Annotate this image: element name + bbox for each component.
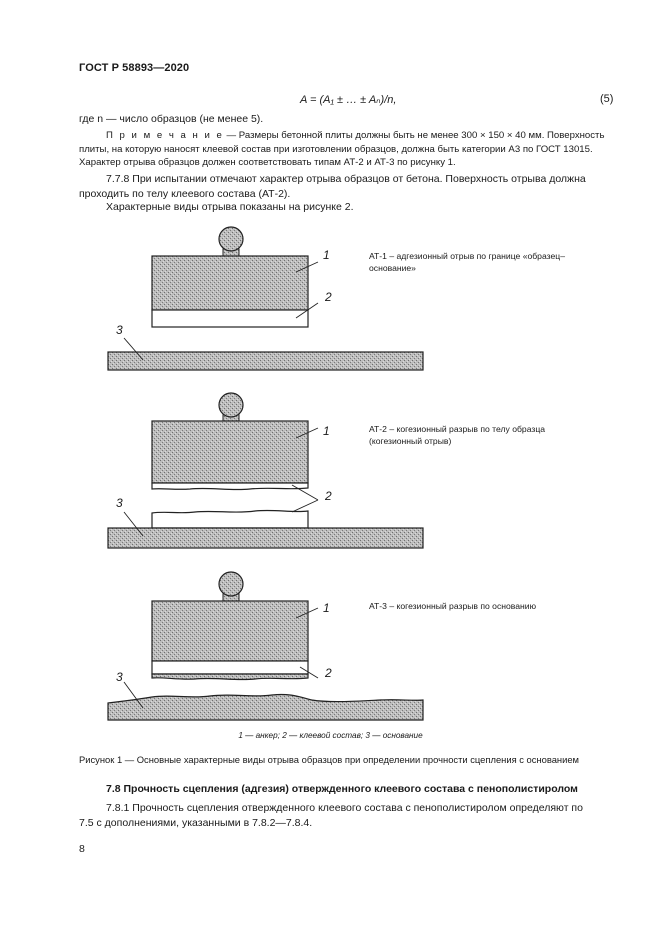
figure-legend: 1 — анкер; 2 — клеевой состав; 3 — основание — [238, 731, 423, 740]
formula-text: A = (A₁ ± … ± Aₙ)/n, — [300, 94, 397, 106]
at1-label-3: 3 — [116, 323, 123, 337]
p781-line-2: 7.5 с дополнениями, указанными в 7.8.2—7.8.4. — [79, 817, 313, 829]
at2-description — [369, 423, 629, 447]
figure-caption: Рисунок 1 — Основные характерные виды отрыва образцов при определении прочности сцепления с основанием — [79, 754, 579, 765]
at3-description — [369, 600, 629, 612]
p781-line-1: 7.8.1 Прочность сцепления отвержденного клеевого состава с пенополистиролом определяют по — [106, 802, 583, 814]
where-line: где n — число образцов (не менее 5). — [79, 113, 264, 125]
at2-specimen — [108, 393, 423, 548]
at2-label-3: 3 — [116, 496, 123, 510]
at1-label-1: 1 — [323, 248, 330, 262]
document-header: ГОСТ Р 58893—2020 — [79, 62, 190, 74]
at1-specimen — [108, 227, 423, 370]
note-line-2: плиты, на которую наносят клеевой состав при изготовлении образцов, должна быть категории А3 по ГОСТ 13015. — [79, 143, 593, 155]
at3-specimen — [108, 572, 423, 720]
at3-label-2: 2 — [325, 666, 332, 680]
note-label: П р и м е ч а н и е — [106, 130, 224, 141]
paragraph-7-8-1 — [79, 801, 624, 831]
formula-number: (5) — [600, 93, 614, 105]
at2-description-line-2: (когезионный отрыв) — [369, 436, 452, 446]
note-line-1: — Размеры бетонной плиты должны быть не менее 300 × 150 × 40 мм. Поверхность — [223, 130, 605, 141]
at1-description-line-2: основание» — [369, 263, 416, 273]
at1-label-2: 2 — [325, 290, 332, 304]
section-title: 7.8 Прочность сцепления (адгезия) отвержденного клеевого состава с пенополистиролом — [106, 783, 578, 795]
at3-label-3: 3 — [116, 670, 123, 684]
at2-description-line-1: АТ-2 – когезионный разрыв по телу образца — [369, 424, 546, 434]
paragraph-types: Характерные виды отрыва показаны на рисунке 2. — [106, 201, 354, 213]
p778-line-2: проходить по телу клеевого состава (АТ-2). — [79, 188, 291, 200]
note-line-3: Характер отрыва образцов должен соответствовать типам АТ-2 и АТ-3 по рисунку 1. — [79, 157, 456, 168]
at2-label-2: 2 — [325, 489, 332, 503]
at3-description-line-1: АТ-3 – когезионный разрыв по основанию — [369, 601, 537, 611]
p778-line-1: 7.7.8 При испытании отмечают характер отрыва образцов от бетона. Поверхность отрыва должна — [106, 173, 586, 185]
page-number: 8 — [79, 843, 85, 855]
at3-label-1: 1 — [323, 601, 330, 615]
at2-label-1: 1 — [323, 424, 330, 438]
at1-description-line-1: АТ-1 – адгезионный отрыв по границе «образец– — [369, 251, 565, 261]
at1-description — [369, 250, 629, 274]
